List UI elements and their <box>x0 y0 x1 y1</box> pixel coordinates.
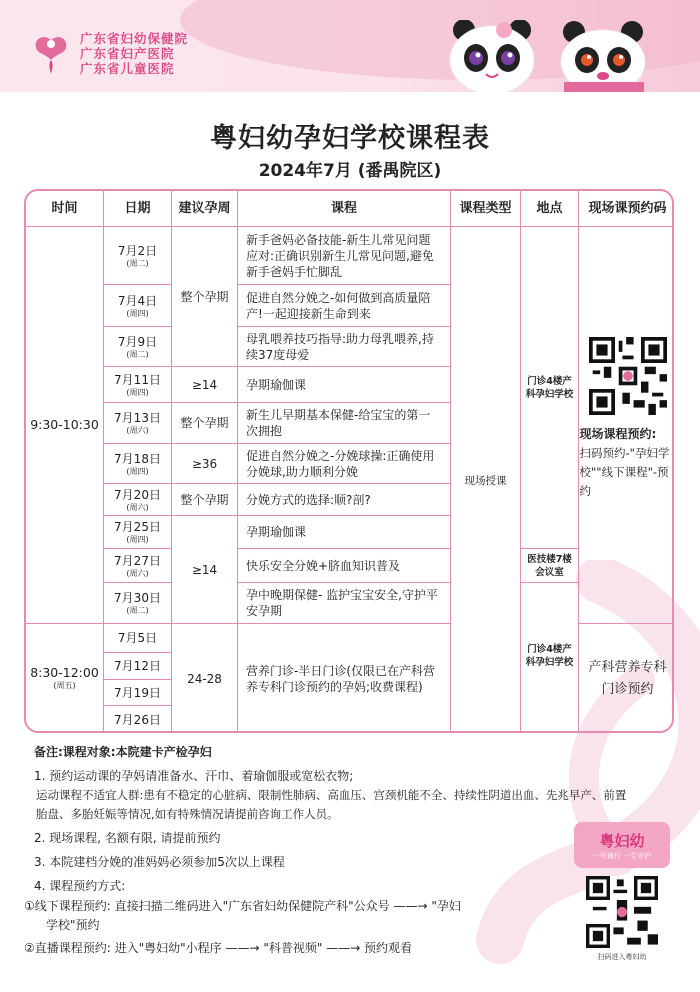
header-location: 地点 <box>521 191 579 227</box>
hospital-logo-icon <box>28 30 74 76</box>
page-subtitle: 2024年7月 (番禺院区) <box>258 161 442 181</box>
mini-program-qr-code[interactable] <box>586 876 658 948</box>
header-time: 时间 <box>26 191 104 227</box>
weekday-text: (周四) <box>126 535 149 544</box>
date-cell <box>104 484 172 516</box>
header-course-type: 课程类型 <box>451 191 521 227</box>
date-text: 7月20日 <box>114 487 161 502</box>
booking-qr-code[interactable] <box>589 337 667 415</box>
time-slot-friday-time: 8:30-12:00 <box>30 665 99 680</box>
note-item: ①线下课程预约: 直接扫描二维码进入"广东省妇幼保健院产科"公众号 ——→ "孕妇 <box>24 899 461 913</box>
mini-program-card <box>574 822 670 982</box>
course-cell: 新生儿早期基本保健-给宝宝的第一次拥抱 <box>238 403 451 444</box>
date-text: 7月30日 <box>114 591 161 605</box>
date-cell <box>104 653 172 680</box>
date-text: 7月12日 <box>114 659 161 673</box>
note-item: 1. 预约运动课的孕妈请准备水、汗巾、着瑜伽服或宽松衣物; <box>34 769 354 783</box>
course-cell: 母乳喂养技巧指导:助力母乳喂养,持续37度母爱 <box>238 327 451 367</box>
date-cell <box>104 624 172 653</box>
course-cell: 孕期瑜伽课 <box>238 516 451 549</box>
mini-program-brand: 粤妇幼 <box>599 831 645 850</box>
course-cell: 孕期瑜伽课 <box>238 367 451 403</box>
hospital-name-3: 广东省儿童医院 <box>80 60 175 76</box>
note-item: 学校"预约 <box>46 918 100 932</box>
mini-program-caption: 扫码进入粤妇幼 <box>597 953 647 961</box>
date-cell <box>104 327 172 367</box>
location-cell: 医技楼7楼会议室 <box>521 549 579 583</box>
course-cell: 新手爸妈必备技能-新生儿常见问题应对:正确识别新生儿常见问题,避免新手爸妈手忙脚乱 <box>238 227 451 285</box>
booking-detail: 扫码预约-"孕妇学校""线下课程"-预约 <box>579 446 670 498</box>
booking-instruction <box>580 425 675 501</box>
hospital-name-1: 广东省妇幼保健院 <box>80 30 189 46</box>
panda-left-icon <box>450 20 534 92</box>
weekday-text: (周四) <box>126 308 149 318</box>
date-cell <box>104 583 172 624</box>
date-text: 7月25日 <box>114 520 161 534</box>
weekday-text: (周六) <box>126 568 149 578</box>
gestation-cell: 整个孕期 <box>172 227 238 367</box>
booking-title: 现场课程预约: <box>579 427 657 441</box>
weekday-text: (周六) <box>126 426 149 435</box>
header-gestation: 建议孕周 <box>172 191 238 227</box>
schedule-table <box>24 189 674 733</box>
booking-code-cell <box>579 227 674 624</box>
time-slot-morning: 9:30-10:30 <box>26 227 104 624</box>
gestation-cell: 24-28 <box>172 624 238 733</box>
gestation-cell: ≥14 <box>172 516 238 624</box>
mini-program-tagline: 一号通行 一生守护 <box>592 851 652 860</box>
note-item: 胎盘、多胎妊娠等情况,如有特殊情况请提前咨询工作人员。 <box>36 807 339 821</box>
panda-right-icon <box>561 21 645 92</box>
note-item: 4. 课程预约方式: <box>34 879 126 893</box>
friday-booking-cell: 产科营养专科门诊预约 <box>579 624 674 733</box>
mini-program-badge <box>574 822 670 868</box>
date-cell <box>104 444 172 484</box>
course-cell: 促进自然分娩之-分娩球操:正确使用分娩球,助力顺利分娩 <box>238 444 451 484</box>
date-text: 7月2日 <box>117 243 158 258</box>
date-text: 7月13日 <box>114 411 161 425</box>
location-cell: 门诊4楼产科孕妇学校 <box>521 583 579 733</box>
note-item: ②直播课程预约: 进入"粤妇幼"小程序 ——→ "科普视频" ——→ 预约观看 <box>24 941 413 955</box>
date-text: 7月26日 <box>114 713 161 727</box>
date-text: 7月11日 <box>114 372 161 387</box>
time-slot-friday-day: (周五) <box>53 681 76 690</box>
date-cell <box>104 227 172 285</box>
gestation-cell: ≥36 <box>172 444 238 484</box>
course-type-cell: 现场授课 <box>451 227 521 733</box>
hospital-name-2: 广东省妇产医院 <box>80 45 175 61</box>
weekday-text: (周二) <box>126 606 149 615</box>
gestation-cell: ≥14 <box>172 367 238 403</box>
date-text: 7月27日 <box>114 553 161 568</box>
panda-mascots <box>424 20 674 92</box>
date-cell <box>104 680 172 706</box>
date-cell <box>104 549 172 583</box>
location-cell: 门诊4楼产科孕妇学校 <box>521 227 579 549</box>
date-text: 7月18日 <box>114 451 161 466</box>
date-text: 7月9日 <box>117 334 158 349</box>
page-title: 粤妇幼孕妇学校课程表 <box>210 123 490 154</box>
note-item: 2. 现场课程, 名额有限, 请提前预约 <box>34 831 221 845</box>
date-cell <box>104 285 172 327</box>
weekday-text: (周二) <box>126 349 149 359</box>
weekday-text: (周四) <box>126 466 149 476</box>
weekday-text: (周二) <box>126 258 149 268</box>
header-booking-code: 现场课预约码 <box>579 191 674 227</box>
date-cell <box>104 403 172 444</box>
course-cell: 分娩方式的选择:顺?剖? <box>238 484 451 516</box>
time-slot-friday <box>26 624 104 733</box>
hospital-names <box>80 31 188 76</box>
course-cell: 快乐安全分娩+脐血知识普及 <box>238 549 451 583</box>
course-cell: 促进自然分娩之-如何做到高质量陪产!一起迎接新生命到来 <box>238 285 451 327</box>
course-cell: 孕中晚期保健- 监护宝宝安全,守护平安孕期 <box>238 583 451 624</box>
header-date: 日期 <box>104 191 172 227</box>
hospital-logo <box>28 30 188 76</box>
header-course: 课程 <box>238 191 451 227</box>
notes-title: 备注:课程对象:本院建卡产检孕妇 <box>34 745 212 759</box>
date-text: 7月5日 <box>117 631 158 645</box>
course-cell-friday: 营养门诊-半日门诊(仅限已在产科营养专科门诊预约的孕妈;收费课程) <box>238 624 451 733</box>
date-cell <box>104 706 172 733</box>
note-item: 3. 本院建档分娩的准妈妈必须参加5次以上课程 <box>34 855 285 869</box>
weekday-text: (周六) <box>126 502 149 512</box>
date-cell <box>104 516 172 549</box>
date-cell <box>104 367 172 403</box>
weekday-text: (周四) <box>126 387 149 397</box>
date-text: 7月19日 <box>114 685 161 700</box>
date-text: 7月4日 <box>117 293 158 308</box>
note-item: 运动课程不适宜人群:患有不稳定的心脏病、限制性肺病、高血压、宫颈机能不全、持续性阴道出血、先兆早产、前置 <box>36 788 627 802</box>
gestation-cell: 整个孕期 <box>172 484 238 516</box>
gestation-cell: 整个孕期 <box>172 403 238 444</box>
